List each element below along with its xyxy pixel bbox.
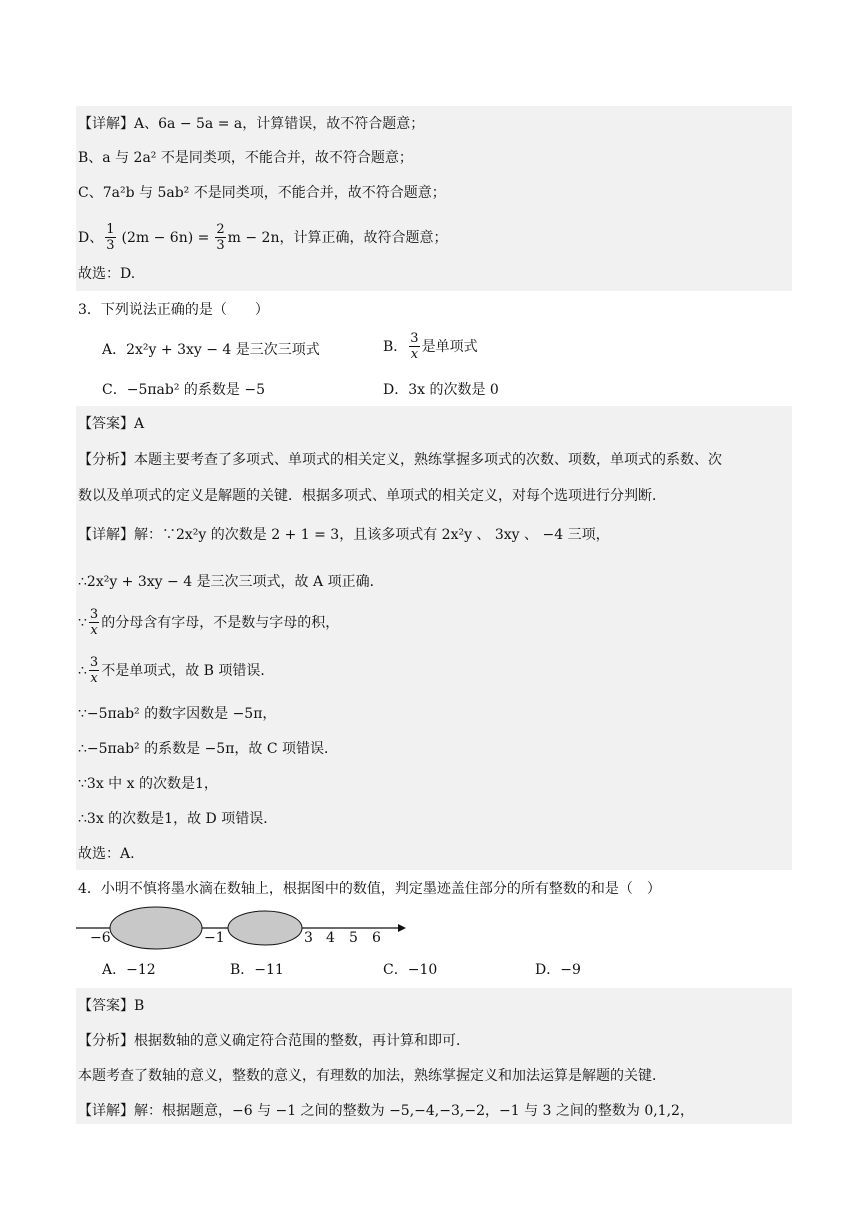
q4-option-d: D．−9 [535,962,581,978]
ink-blot-right [228,911,302,945]
q3-answer: 【答案】A [78,416,145,432]
tick-label-neg1: −1 [204,930,225,946]
q4-option-b: B．−11 [230,962,284,978]
number-line-arrow [398,924,406,932]
q3-detail-1: 【详解】解：∵2x²y 的次数是 2 + 1 = 3，且该多项式有 2x²y 、 3xy 、 −4 三项， [78,527,610,543]
q3-b-frac [409,331,419,362]
tick-label-4: 4 [326,930,335,946]
q4-analysis-line1: 【分析】根据数轴的意义确定符合范围的整数，再计算和即可． [78,1033,470,1049]
q3-d4-frac-num: 3 [89,655,99,670]
q3-d3-frac [89,607,99,638]
q2-d-mid: (2m − 6n) = [121,229,210,246]
q2-d-frac2 [215,222,225,253]
q2-d-frac2-den: 3 [216,238,225,253]
q3-detail-7: ∵3x 中 x 的次数是1， [78,776,218,792]
tick-label-neg6: −6 [90,930,111,946]
q3-detail-5: ∵−5πab² 的数字因数是 −5π， [78,706,277,722]
q2-d-frac2-num: 2 [216,222,225,237]
q2-conclusion: 故选：D. [78,266,136,282]
q4-option-c: C．−10 [383,962,438,978]
q3-option-d: D．3x 的次数是 0 [383,382,499,398]
q3-detail-3 [78,607,339,638]
q2-d-tail: m − 2n，计算正确，故符合题意； [227,229,448,246]
q2-detail-c: C、7a²b 与 5ab² 不是同类项，不能合并，故不符合题意； [78,185,446,201]
tick-label-5: 5 [349,930,358,946]
q3-detail-2: ∴2x²y + 3xy − 4 是三次三项式，故 A 项正确． [78,574,384,590]
q3-b-frac-num: 3 [410,331,419,346]
q3-d3-tail: 的分母含有字母，不是数与字母的积， [101,614,340,631]
q2-d-prefix: D、 [78,229,104,246]
q3-d3-frac-den: x [90,623,98,638]
q3-option-a: A．2x²y + 3xy − 4 是三次三项式 [102,342,320,358]
q2-detail-a: 【详解】A、6a − 5a = a，计算错误，故不符合题意； [78,116,425,132]
q3-stem: 3．下列说法正确的是（ ） [78,302,269,318]
tick-label-3: 3 [304,930,313,946]
q3-analysis-line1: 【分析】本题主要考查了多项式、单项式的相关定义，熟练掌握多项式的次数、项数，单项式的系数、次 [78,452,722,468]
q3-b-prefix: B． [383,338,408,355]
solution-block-q3 [76,406,792,870]
q2-d-frac1 [105,222,115,253]
q4-detail-1: 【详解】解：根据题意，−6 与 −1 之间的整数为 −5,−4,−3,−2，−1 与 3 之间的整数为 0,1,2， [78,1103,694,1119]
q2-detail-d [78,222,447,253]
q4-option-a: A．−12 [102,962,156,978]
q3-b-tail: 是单项式 [421,338,478,355]
q3-conclusion: 故选：A. [78,846,135,862]
q3-analysis-line2: 数以及单项式的定义是解题的关键．根据多项式、单项式的相关定义，对每个选项进行分判断． [78,488,666,504]
q3-d4-prefix: ∴ [78,662,87,679]
q2-d-frac1-num: 1 [106,222,115,237]
q3-detail-6: ∴−5πab² 的系数是 −5π，故 C 项错误． [78,741,339,757]
q4-answer: 【答案】B [78,998,145,1014]
q4-stem: 4．小明不慎将墨水滴在数轴上，根据图中的数值，判定墨迹盖住部分的所有整数的和是（ ） [78,881,661,897]
q2-detail-b: B、a 与 2a² 不是同类项，不能合并，故不符合题意； [78,150,413,166]
q3-d4-frac-den: x [90,671,98,686]
q3-d3-frac-num: 3 [89,607,99,622]
q3-detail-8: ∴3x 的次数是1，故 D 项错误． [78,811,278,827]
tick-label-6: 6 [372,930,381,946]
number-line-figure [76,902,416,952]
q3-b-frac-den: x [410,347,419,362]
q3-d4-frac [89,655,99,686]
q3-option-b [383,331,478,362]
q3-d4-tail: 不是单项式，故 B 项错误． [101,662,275,679]
q3-d3-prefix: ∵ [78,614,87,631]
q3-option-c: C．−5πab² 的系数是 −5 [102,382,266,398]
ink-blot-left [110,907,202,949]
q4-analysis-line2: 本题考查了数轴的意义，整数的意义，有理数的加法，熟练掌握定义和加法运算是解题的关键． [78,1068,666,1084]
q2-d-frac1-den: 3 [106,238,115,253]
q3-detail-4 [78,655,274,686]
